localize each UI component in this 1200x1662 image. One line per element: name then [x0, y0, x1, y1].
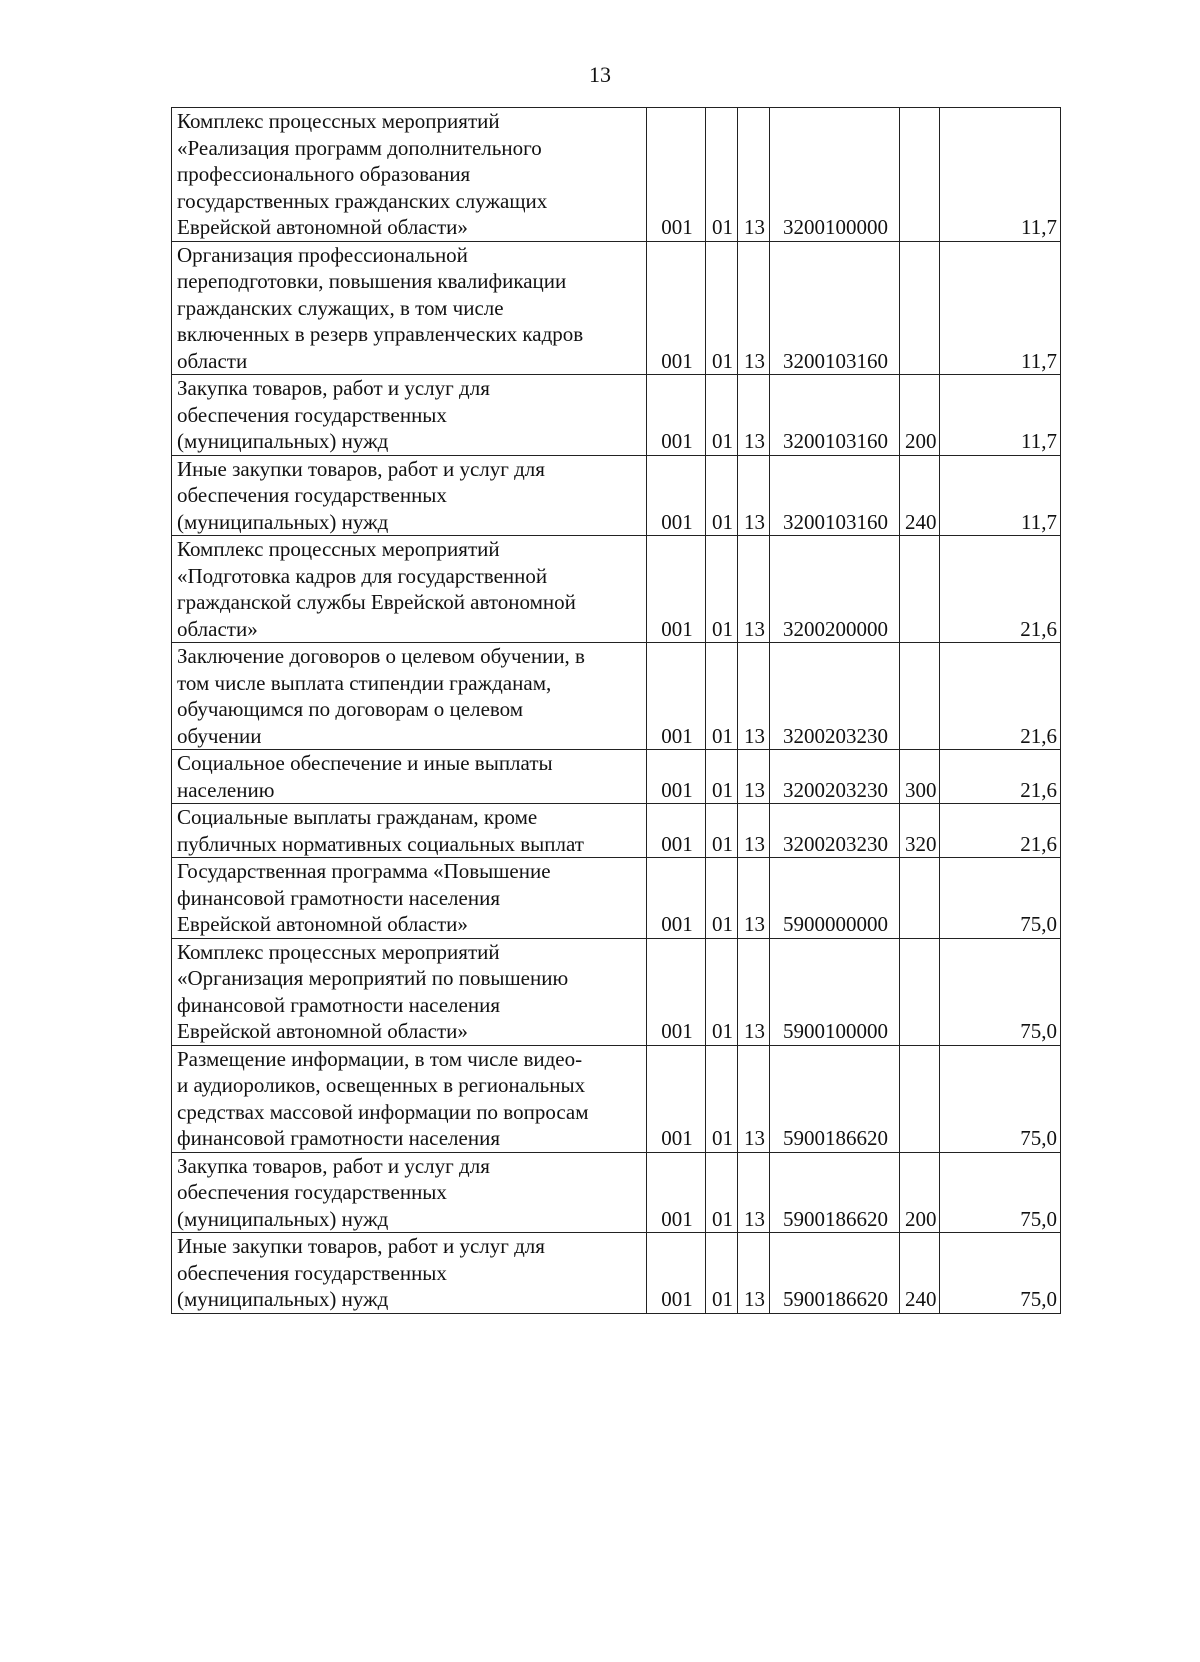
subsection-code-cell: 13 — [738, 750, 770, 804]
table-row — [172, 858, 1061, 939]
target-article-cell: 3200100000 — [770, 108, 900, 242]
section-code-cell: 01 — [706, 455, 738, 536]
item-name-cell: Закупка товаров, работ и услуг для обеспечения государственных (муниципальных) нужд — [172, 375, 647, 456]
section-code-cell: 01 — [706, 1045, 738, 1152]
target-article-cell: 5900000000 — [770, 858, 900, 939]
table-row — [172, 1233, 1061, 1314]
amount-cell: 75,0 — [940, 1045, 1061, 1152]
subsection-code-cell: 13 — [738, 1045, 770, 1152]
subsection-code-cell: 13 — [738, 241, 770, 375]
item-name-cell: Иные закупки товаров, работ и услуг для обеспечения государственных (муниципальных) нужд — [172, 455, 647, 536]
table-row — [172, 1152, 1061, 1233]
glava-code-cell: 001 — [647, 858, 706, 939]
glava-code-cell: 001 — [647, 108, 706, 242]
section-code-cell: 01 — [706, 375, 738, 456]
expense-type-cell: 240 — [900, 455, 940, 536]
expense-type-cell — [900, 108, 940, 242]
subsection-code-cell: 13 — [738, 643, 770, 750]
amount-cell: 21,6 — [940, 804, 1061, 858]
target-article-cell: 3200103160 — [770, 241, 900, 375]
amount-cell: 11,7 — [940, 241, 1061, 375]
amount-cell: 21,6 — [940, 643, 1061, 750]
table-body — [172, 108, 1061, 1314]
section-code-cell: 01 — [706, 108, 738, 242]
section-code-cell: 01 — [706, 804, 738, 858]
amount-cell: 75,0 — [940, 1152, 1061, 1233]
table-row — [172, 1045, 1061, 1152]
item-name-cell: Иные закупки товаров, работ и услуг для обеспечения государственных (муниципальных) нужд — [172, 1233, 647, 1314]
target-article-cell: 3200103160 — [770, 375, 900, 456]
amount-cell: 11,7 — [940, 455, 1061, 536]
target-article-cell: 3200200000 — [770, 536, 900, 643]
table-row — [172, 455, 1061, 536]
subsection-code-cell: 13 — [738, 108, 770, 242]
target-article-cell: 5900186620 — [770, 1045, 900, 1152]
table-row — [172, 375, 1061, 456]
target-article-cell: 3200203230 — [770, 643, 900, 750]
subsection-code-cell: 13 — [738, 1233, 770, 1314]
glava-code-cell: 001 — [647, 241, 706, 375]
expense-type-cell — [900, 938, 940, 1045]
amount-cell: 75,0 — [940, 938, 1061, 1045]
glava-code-cell: 001 — [647, 455, 706, 536]
expense-type-cell — [900, 1045, 940, 1152]
glava-code-cell: 001 — [647, 1233, 706, 1314]
item-name-cell: Государственная программа «Повышение финансовой грамотности населения Еврейской автономной области» — [172, 858, 647, 939]
item-name-cell: Закупка товаров, работ и услуг для обеспечения государственных (муниципальных) нужд — [172, 1152, 647, 1233]
budget-table — [171, 107, 1061, 1314]
section-code-cell: 01 — [706, 536, 738, 643]
glava-code-cell: 001 — [647, 804, 706, 858]
section-code-cell: 01 — [706, 858, 738, 939]
item-name-cell: Социальное обеспечение и иные выплаты населению — [172, 750, 647, 804]
target-article-cell: 3200203230 — [770, 750, 900, 804]
table-row — [172, 241, 1061, 375]
page-number: 13 — [589, 62, 611, 87]
expense-type-cell: 320 — [900, 804, 940, 858]
expense-type-cell — [900, 536, 940, 643]
table-row — [172, 108, 1061, 242]
subsection-code-cell: 13 — [738, 938, 770, 1045]
subsection-code-cell: 13 — [738, 455, 770, 536]
glava-code-cell: 001 — [647, 1152, 706, 1233]
item-name-cell: Размещение информации, в том числе видео- и аудиороликов, освещенных в региональных средствах массовой информации по вопросам финансовой грамотности населения — [172, 1045, 647, 1152]
target-article-cell: 5900186620 — [770, 1233, 900, 1314]
subsection-code-cell: 13 — [738, 804, 770, 858]
amount-cell: 11,7 — [940, 375, 1061, 456]
table-row — [172, 804, 1061, 858]
glava-code-cell: 001 — [647, 1045, 706, 1152]
table-row — [172, 750, 1061, 804]
item-name-cell: Комплекс процессных мероприятий «Подготовка кадров для государственной гражданской службы Еврейской автономной области» — [172, 536, 647, 643]
amount-cell: 75,0 — [940, 858, 1061, 939]
section-code-cell: 01 — [706, 938, 738, 1045]
table-row — [172, 643, 1061, 750]
glava-code-cell: 001 — [647, 375, 706, 456]
amount-cell: 75,0 — [940, 1233, 1061, 1314]
amount-cell: 11,7 — [940, 108, 1061, 242]
glava-code-cell: 001 — [647, 643, 706, 750]
section-code-cell: 01 — [706, 1152, 738, 1233]
item-name-cell: Социальные выплаты гражданам, кроме публичных нормативных социальных выплат — [172, 804, 647, 858]
item-name-cell: Комплекс процессных мероприятий «Реализация программ дополнительного профессионального образования государственных гражданских служащих Еврейской автономной области» — [172, 108, 647, 242]
expense-type-cell: 240 — [900, 1233, 940, 1314]
item-name-cell: Организация профессиональной переподготовки, повышения квалификации гражданских служащих, в том числе включенных в резерв управленческих кадров области — [172, 241, 647, 375]
section-code-cell: 01 — [706, 643, 738, 750]
glava-code-cell: 001 — [647, 536, 706, 643]
expense-type-cell — [900, 643, 940, 750]
item-name-cell: Комплекс процессных мероприятий «Организация мероприятий по повышению финансовой грамотности населения Еврейской автономной области» — [172, 938, 647, 1045]
expense-type-cell: 300 — [900, 750, 940, 804]
table-row — [172, 536, 1061, 643]
subsection-code-cell: 13 — [738, 536, 770, 643]
section-code-cell: 01 — [706, 750, 738, 804]
subsection-code-cell: 13 — [738, 375, 770, 456]
subsection-code-cell: 13 — [738, 1152, 770, 1233]
expense-type-cell: 200 — [900, 1152, 940, 1233]
target-article-cell: 3200203230 — [770, 804, 900, 858]
glava-code-cell: 001 — [647, 938, 706, 1045]
target-article-cell: 5900100000 — [770, 938, 900, 1045]
section-code-cell: 01 — [706, 241, 738, 375]
target-article-cell: 5900186620 — [770, 1152, 900, 1233]
amount-cell: 21,6 — [940, 750, 1061, 804]
expense-type-cell — [900, 858, 940, 939]
glava-code-cell: 001 — [647, 750, 706, 804]
table-row — [172, 938, 1061, 1045]
target-article-cell: 3200103160 — [770, 455, 900, 536]
item-name-cell: Заключение договоров о целевом обучении, в том числе выплата стипендии гражданам, обучающимся по договорам о целевом обучении — [172, 643, 647, 750]
subsection-code-cell: 13 — [738, 858, 770, 939]
section-code-cell: 01 — [706, 1233, 738, 1314]
expense-type-cell — [900, 241, 940, 375]
expense-type-cell: 200 — [900, 375, 940, 456]
amount-cell: 21,6 — [940, 536, 1061, 643]
